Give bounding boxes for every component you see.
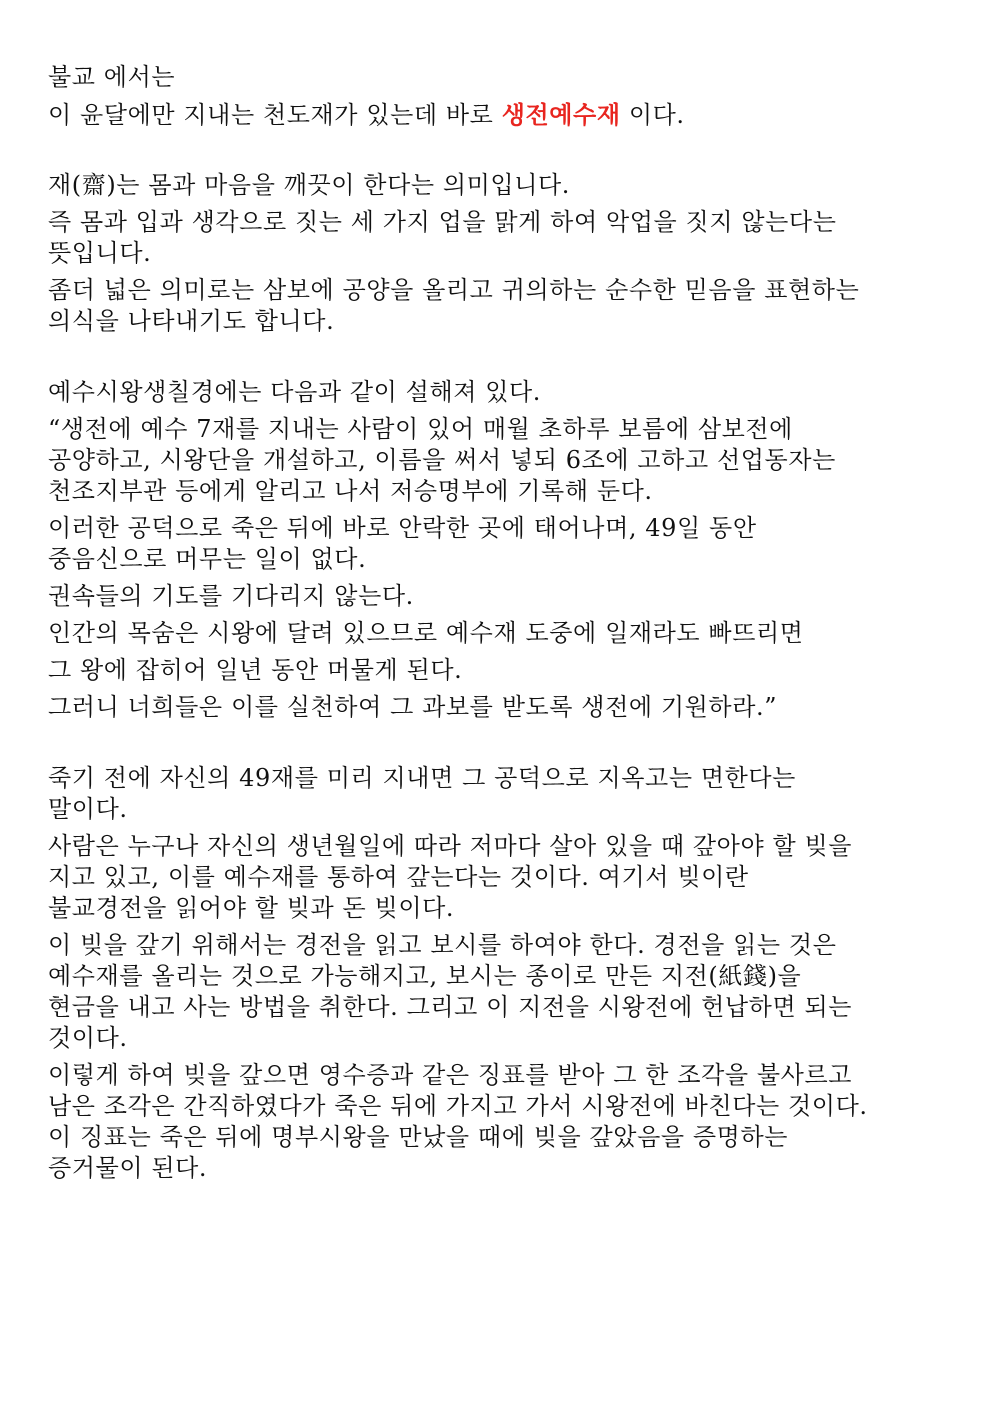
section2-paragraph-1: 예수시왕생칠경에는 다음과 같이 설해져 있다. [48,378,542,406]
intro-line-2-prefix: 이 윤달에만 지내는 천도재가 있는데 바로 [48,101,502,129]
intro-line-2 [48,99,948,130]
section1-paragraph-2-line-2: 뜻입니다. [48,239,152,267]
section3-paragraph-3-line-4: 것이다. [48,1024,128,1052]
section1-paragraph-3-line-2: 의식을 나타내기도 합니다. [48,307,335,335]
section2-paragraph-3-line-2: 중음신으로 머무는 일이 없다. [48,545,367,573]
section1-paragraph-3-line-1: 좀더 넓은 의미로는 삼보에 공양을 올리고 귀의하는 순수한 믿음을 표현하는 [48,276,860,304]
section3-paragraph-4-line-4: 증거물이 된다. [48,1154,208,1182]
section3-paragraph-1-line-1: 죽기 전에 자신의 49재를 미리 지내면 그 공덕으로 지옥고는 면한다는 [48,764,796,792]
section2-paragraph-7: 그러니 너희들은 이를 실천하여 그 과보를 받도록 생전에 기원하라.” [48,693,778,721]
intro-line-1: 불교 에서는 [48,63,176,91]
section3-paragraph-2-line-3: 불교경전을 읽어야 할 빚과 돈 빚이다. [48,894,455,922]
section3-paragraph-3-line-3: 현금을 내고 사는 방법을 취한다. 그리고 이 지전을 시왕전에 헌납하면 되는 [48,993,853,1021]
section3-paragraph-4-line-3: 이 징표는 죽은 뒤에 명부시왕을 만났을 때에 빚을 갚았음을 증명하는 [48,1123,789,1151]
section3-paragraph-1-line-2: 말이다. [48,795,128,823]
section3-paragraph-2-line-2: 지고 있고, 이를 예수재를 통하여 갚는다는 것이다. 여기서 빚이란 [48,863,749,891]
section2-paragraph-3-line-1: 이러한 공덕으로 죽은 뒤에 바로 안락한 곳에 태어나며, 49일 동안 [48,514,757,542]
document-body [48,62,948,1184]
section2-paragraph-4: 권속들의 기도를 기다리지 않는다. [48,582,414,610]
section2-paragraph-2-line-1: “생전에 예수 7재를 지내는 사람이 있어 매월 초하루 보름에 삼보전에 [48,415,793,443]
section3-paragraph-3-line-2: 예수재를 올리는 것으로 가능해지고, 보시는 종이로 만든 지전(紙錢)을 [48,962,802,990]
intro-line-2-suffix: 이다. [620,101,685,129]
section2-paragraph-6: 그 왕에 잡히어 일년 동안 머물게 된다. [48,656,463,684]
section3-paragraph-4-line-1: 이렇게 하여 빚을 갚으면 영수증과 같은 징표를 받아 그 한 조각을 불사르고 [48,1061,853,1089]
section3-paragraph-3-line-1: 이 빚을 갚기 위해서는 경전을 읽고 보시를 하여야 한다. 경전을 읽는 것은 [48,931,837,959]
section1-paragraph-2-line-1: 즉 몸과 입과 생각으로 짓는 세 가지 업을 맑게 하여 악업을 짓지 않는다는 [48,208,837,236]
section2-paragraph-5: 인간의 목숨은 시왕에 달려 있으므로 예수재 도중에 일재라도 빠뜨리면 [48,619,804,647]
highlight-term: 생전예수재 [501,100,621,129]
section3-paragraph-4-line-2: 남은 조각은 간직하였다가 죽은 뒤에 가지고 가서 시왕전에 바친다는 것이다. [48,1092,868,1120]
section2-paragraph-2-line-2: 공양하고, 시왕단을 개설하고, 이름을 써서 넣되 6조에 고하고 선업동자는 [48,446,836,474]
section2-paragraph-2-line-3: 천조지부관 등에게 알리고 나서 저승명부에 기록해 둔다. [48,477,653,505]
section1-paragraph-1: 재(齋)는 몸과 마음을 깨끗이 한다는 의미입니다. [48,171,571,199]
section3-paragraph-2-line-1: 사람은 누구나 자신의 생년월일에 따라 저마다 살아 있을 때 갚아야 할 빚을 [48,832,853,860]
